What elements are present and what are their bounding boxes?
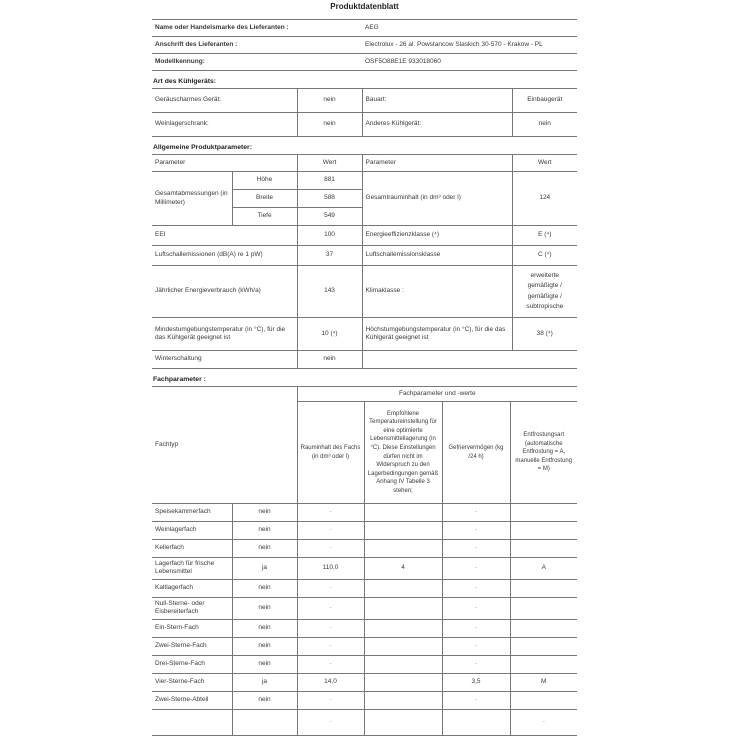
general-parameters-table (152, 154, 577, 369)
table-row (152, 89, 577, 113)
min-ambient-temp-label: Mindestumgebungstemperatur (in °C), für die das Kühlgerät geeignet ist (152, 318, 297, 351)
climate-class-label: Klimaklasse : (362, 266, 512, 318)
compartment-type-cell: Vier-Sterne-Fach (152, 673, 232, 691)
compartment-defrost-cell: A (510, 558, 577, 580)
compartment-type-cell: Ein-Stern-Fach (152, 619, 232, 637)
table-row (152, 37, 577, 54)
compartment-defrost-cell: M (510, 673, 577, 691)
supplier-address-value: Electrolux - 26 al. Powstancow Slaskich 30-570 - Krakow - PL (362, 37, 577, 54)
supplier-address-label: Anschrift des Lieferanten : (152, 37, 362, 54)
temperature-column-header: Empfohlene Temperatureinstellung für eine optimierte Lebensmittellagerung (in °C). Diese Einstellungen dürfen nicht im Widerspruch zu den Lagerbedingungen gemäß Anhang IV Tabelle 3 stehen; (364, 402, 442, 504)
supplier-name-value: AEG (362, 20, 577, 37)
compartment-group-header: Fachparameter und -werte (297, 387, 577, 402)
table-row (152, 172, 577, 190)
compartment-type-header: Fachtyp (152, 387, 297, 504)
compartment-temperature-cell (364, 637, 442, 655)
compartment-temperature-cell (364, 522, 442, 540)
compartment-temperature-cell (364, 655, 442, 673)
annual-energy-value: 143 (297, 266, 362, 318)
supplier-name-label: Name oder Handelsmarke des Lieferanten : (152, 20, 362, 37)
compartment-freezing-cell: - (442, 558, 510, 580)
value-header-left: Wert (297, 155, 362, 172)
compartment-present-cell: nein (232, 597, 297, 619)
compartment-volume-cell: - (297, 504, 364, 522)
noise-class-value: C (⁴) (512, 246, 577, 266)
compartment-row (152, 709, 577, 735)
height-value: 881 (297, 172, 362, 190)
compartment-volume-cell: 14,0 (297, 673, 364, 691)
compartment-volume-cell: - (297, 619, 364, 637)
document-content (152, 2, 577, 736)
table-row (152, 318, 577, 351)
compartment-type-cell: Null-Sterne- oder Eisbereiterfach (152, 597, 232, 619)
compartment-present-cell: nein (232, 691, 297, 709)
compartment-row (152, 579, 577, 597)
page-title: Produktdatenblatt (330, 2, 399, 11)
compartment-volume-cell: - (297, 522, 364, 540)
energy-class-label: Energieeffizienzklasse (⁴) (362, 226, 512, 246)
total-volume-value: 124 (512, 172, 577, 226)
supplier-table (152, 19, 577, 71)
param-header-right: Parameter (362, 155, 512, 172)
section-heading-general-parameters: Allgemeine Produktparameter: (153, 144, 252, 151)
max-ambient-temp-label: Höchstumgebungstemperatur (in °C), für die das Kühlgerät geeignet ist (362, 318, 512, 351)
compartment-defrost-cell (510, 655, 577, 673)
energy-class-value: E (⁴) (512, 226, 577, 246)
compartment-type-cell: Kaltlagerfach (152, 579, 232, 597)
compartment-temperature-cell (364, 619, 442, 637)
compartment-defrost-cell (510, 619, 577, 637)
section-heading-device-type: Art des Kühlgeräts: (153, 78, 217, 85)
width-label: Breite (232, 190, 297, 208)
compartment-type-cell: Lagerfach für frische Lebensmittel (152, 558, 232, 580)
table-row (152, 246, 577, 266)
compartment-defrost-cell (510, 579, 577, 597)
compartment-present-cell: nein (232, 504, 297, 522)
compartment-defrost-cell (510, 504, 577, 522)
device-type-table (152, 88, 577, 137)
eei-label: EEI (152, 226, 297, 246)
compartment-present-cell: ja (232, 558, 297, 580)
compartment-volume-cell: - (297, 637, 364, 655)
low-noise-label: Geräuscharmes Gerät: (152, 89, 297, 113)
table-row (152, 20, 577, 37)
compartment-row (152, 504, 577, 522)
noise-class-label: Luftschallemissionsklasse (362, 246, 512, 266)
volume-column-header: Rauminhalt des Fachs (in dm³ oder l) (297, 402, 364, 504)
compartment-type-cell: Zwei-Sterne-Abteil (152, 691, 232, 709)
total-volume-label: Gesamtrauminhalt (in dm³ oder l) (362, 172, 512, 226)
winter-setting-label: Winterschaltung (152, 351, 297, 369)
table-row (152, 266, 577, 318)
compartment-defrost-cell (510, 540, 577, 558)
compartment-row (152, 540, 577, 558)
compartment-freezing-cell: - (442, 522, 510, 540)
compartment-temperature-cell (364, 673, 442, 691)
winter-setting-value: nein (297, 351, 362, 369)
compartment-freezing-cell: - (442, 540, 510, 558)
param-header-left: Parameter (152, 155, 297, 172)
compartment-volume-cell: - (297, 540, 364, 558)
max-ambient-temp-value: 38 (⁴) (512, 318, 577, 351)
compartment-temperature-cell: 4 (364, 558, 442, 580)
width-value: 588 (297, 190, 362, 208)
compartment-row (152, 597, 577, 619)
low-noise-value: nein (297, 89, 362, 113)
compartment-temperature-cell (364, 540, 442, 558)
freezing-capacity-column-header: Gefriervermögen (kg /24 h) (442, 402, 510, 504)
wine-storage-label: Weinlagerschrank: (152, 113, 297, 137)
compartment-freezing-cell: - (442, 655, 510, 673)
other-appliance-value: nein (512, 113, 577, 137)
compartment-freezing-cell (442, 709, 510, 735)
compartment-type-cell: Drei-Sterne-Fach (152, 655, 232, 673)
section-heading-compartments: Fachparameter : (153, 376, 206, 383)
compartment-freezing-cell: - (442, 597, 510, 619)
compartment-freezing-cell: - (442, 579, 510, 597)
compartment-freezing-cell: 3,5 (442, 673, 510, 691)
compartment-type-cell: Zwei-Sterne-Fach (152, 637, 232, 655)
noise-emission-value: 37 (297, 246, 362, 266)
empty-cell (362, 351, 577, 369)
compartment-defrost-cell (510, 691, 577, 709)
compartment-volume-cell: 110,0 (297, 558, 364, 580)
design-type-label: Bauart: (362, 89, 512, 113)
compartment-type-cell: Kellerfach (152, 540, 232, 558)
depth-label: Tiefe (232, 208, 297, 226)
climate-class-value: erweiterte gemäßigte / gemäßigte / subtropische (512, 266, 577, 318)
compartment-freezing-cell: - (442, 619, 510, 637)
min-ambient-temp-value: 10 (⁴) (297, 318, 362, 351)
design-type-value: Einbaugerät (512, 89, 577, 113)
compartment-type-cell: Weinlagerfach (152, 522, 232, 540)
compartment-row (152, 619, 577, 637)
table-header-row (152, 155, 577, 172)
compartment-present-cell (232, 709, 297, 735)
depth-value: 549 (297, 208, 362, 226)
compartment-volume-cell: - (297, 655, 364, 673)
eei-value: 100 (297, 226, 362, 246)
compartment-temperature-cell (364, 709, 442, 735)
table-header-row (152, 387, 577, 402)
noise-emission-label: Luftschallemissionen (dB(A) re 1 pW) (152, 246, 297, 266)
other-appliance-label: Anderes Kühlgerät: (362, 113, 512, 137)
model-id-value: OSF5O88E1E 933018060 (362, 54, 577, 71)
compartment-volume-cell: - (297, 579, 364, 597)
table-row (152, 226, 577, 246)
compartment-type-cell: Speisekammerfach (152, 504, 232, 522)
compartment-row (152, 637, 577, 655)
overall-dimensions-label: Gesamtabmessungen (in Millimeter) (152, 172, 232, 226)
compartment-defrost-cell (510, 637, 577, 655)
compartment-freezing-cell: - (442, 637, 510, 655)
table-row (152, 113, 577, 137)
compartment-present-cell: nein (232, 655, 297, 673)
compartment-row (152, 522, 577, 540)
table-row (152, 351, 577, 369)
compartment-row (152, 691, 577, 709)
compartment-volume-cell: - (297, 709, 364, 735)
compartment-row (152, 558, 577, 580)
compartment-present-cell: nein (232, 619, 297, 637)
defrost-type-column-header: Entfrostungsart (automatische Entfrostung = A, manuelle Entfrostung = M) (510, 402, 577, 504)
compartment-defrost-cell (510, 522, 577, 540)
compartment-present-cell: nein (232, 540, 297, 558)
compartment-type-cell (152, 709, 232, 735)
value-header-right: Wert (512, 155, 577, 172)
compartment-freezing-cell: - (442, 504, 510, 522)
compartment-temperature-cell (364, 691, 442, 709)
compartment-present-cell: nein (232, 579, 297, 597)
compartment-present-cell: nein (232, 522, 297, 540)
annual-energy-label: Jährlicher Energieverbrauch (kWh/a) (152, 266, 297, 318)
compartment-freezing-cell: - (442, 691, 510, 709)
compartment-temperature-cell (364, 504, 442, 522)
compartments-table (152, 386, 577, 736)
height-label: Höhe (232, 172, 297, 190)
table-row (152, 54, 577, 71)
compartment-volume-cell: - (297, 691, 364, 709)
compartment-temperature-cell (364, 579, 442, 597)
compartment-defrost-cell: - (510, 709, 577, 735)
compartment-defrost-cell (510, 597, 577, 619)
wine-storage-value: nein (297, 113, 362, 137)
compartment-present-cell: nein (232, 637, 297, 655)
compartment-row (152, 673, 577, 691)
compartment-present-cell: ja (232, 673, 297, 691)
compartment-row (152, 655, 577, 673)
compartment-volume-cell: - (297, 597, 364, 619)
model-id-label: Modellkennung: (152, 54, 362, 71)
compartment-temperature-cell (364, 597, 442, 619)
